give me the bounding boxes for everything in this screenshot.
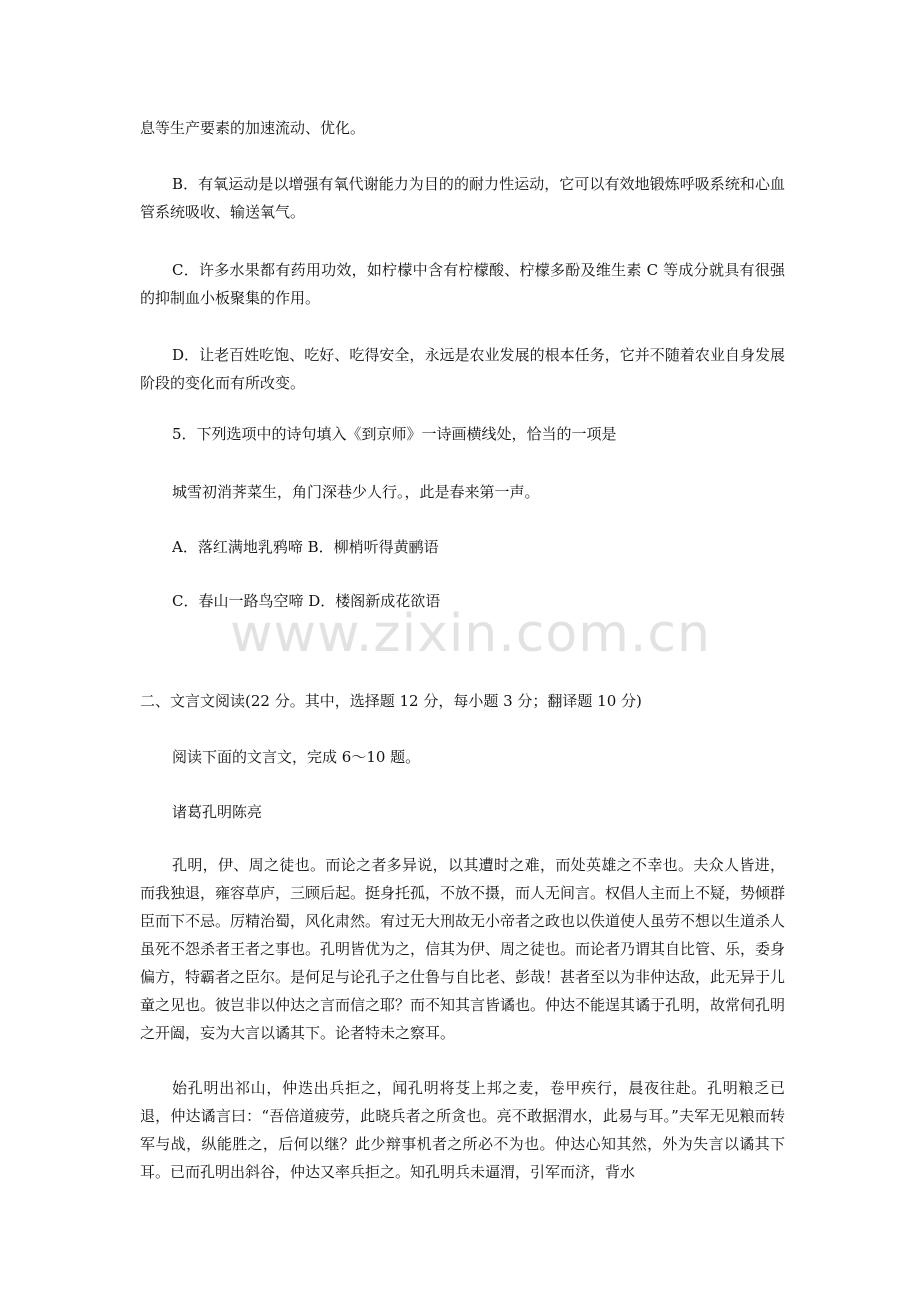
option-c-q4: C．许多水果都有药用功效，如柠檬中含有柠檬酸、柠檬多酚及维生素 C 等成分就具有很强的抑制血小板聚集的作用。: [140, 261, 785, 307]
paragraph-continuation: 息等生产要素的加速流动、优化。: [140, 119, 366, 137]
question-5-stem: 5．下列选项中的诗句填入《到京师》一诗画横线处，恰当的一项是: [172, 425, 617, 443]
watermark: www.zixin.com.cn: [230, 604, 711, 664]
passage-paragraph-2: 始孔明出祁山，仲迭出兵拒之，闻孔明将芟上邦之麦，卷甲疾行，晨夜往赴。孔明粮乏已退，仲达谲言曰：“吾倍道疲劳，此晓兵者之所贪也。亮不敢据渭水，此易与耳。”夫军无见粮而转军与战，纵能胜之，后何以继？此少辩事机者之所必不为也。仲达心知其然，外为失言以谲其下耳。已而孔明出斜谷，仲达又率兵拒之。知孔明兵未逼渭，引军而济，背水: [140, 1079, 785, 1181]
option-b-q4: B．有氧运动是以增强有氧代谢能力为目的的耐力性运动，它可以有效地锻炼呼吸系统和心血管系统吸收、输送氧气。: [140, 175, 785, 221]
question-5-options-cd: C．春山一路鸟空啼 D．楼阁新成花欲语: [172, 592, 441, 610]
question-5-options-ab: A．落红满地乳鸦啼 B．柳梢听得黄鹂语: [172, 538, 439, 556]
question-5-poem: 城雪初消荠菜生，角门深巷少人行。，此是春来第一声。: [172, 483, 540, 501]
section-2-header: 二、文言文阅读(22 分。其中，选择题 12 分，每小题 3 分；翻译题 10 分): [140, 692, 642, 710]
option-d-q4: D．让老百姓吃饱、吃好、吃得安全，永远是农业发展的根本任务，它并不随着农业自身发展阶段的变化而有所改变。: [140, 346, 785, 392]
passage-paragraph-1: 孔明，伊、周之徒也。而论之者多异说，以其遭时之难，而处英雄之不幸也。夫众人皆进，而我独退，雍容草庐，三顾后起。挺身托孤，不放不摄，而人无间言。权倡人主而上不疑，势倾群臣而下不忌。厉精治蜀，风化肃然。宥过无大刑故无小帝者之政也以佚道使人虽劳不想以生道杀人虽死不怨杀者王者之事也。孔明皆优为之，信其为伊、周之徒也。而论者乃谓其自比管、乐，委身偏方，特霸者之臣尔。是何足与论孔子之仕鲁与自比老、彭哉！甚者至以为非仲达敌，此无异于儿童之见也。彼岂非以仲达之言而信之耶？而不知其言皆谲也。仲达不能逞其谲于孔明，故常伺孔明之开阖，妄为大言以谲其下。论者特未之察耳。: [140, 856, 786, 1042]
reading-instruction: 阅读下面的文言文，完成 6～10 题。: [172, 748, 421, 766]
passage-title: 诸葛孔明陈亮: [172, 803, 263, 821]
